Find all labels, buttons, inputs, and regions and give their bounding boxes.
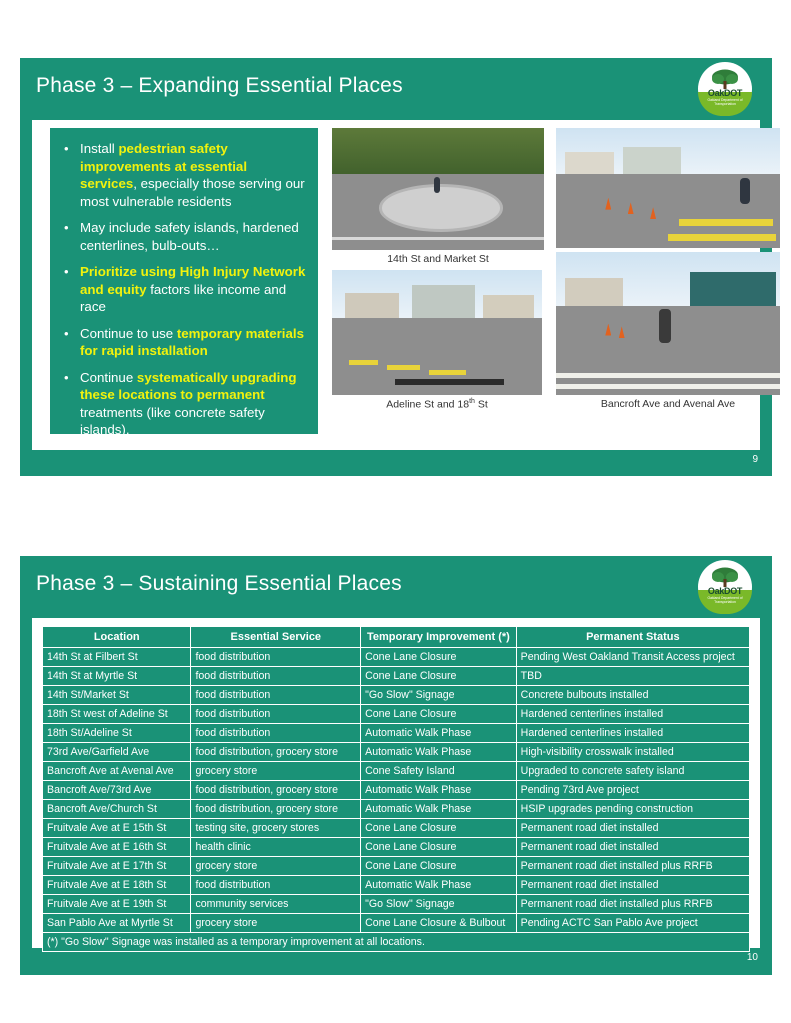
- table-cell-temporary: Cone Lane Closure: [361, 819, 517, 838]
- bullet-phrase: , especially those serving our most vulnerable residents: [80, 176, 305, 209]
- table-cell-location: Fruitvale Ave at E 16th St: [43, 838, 191, 857]
- table-cell-service: food distribution: [191, 705, 361, 724]
- logo-subtitle: Oakland Department of Transportation: [707, 596, 743, 605]
- photo-yellow-marking: [668, 234, 776, 241]
- table-cell-permanent: Permanent road diet installed plus RRFB: [516, 857, 749, 876]
- table-cell-permanent: Concrete bulbouts installed: [516, 686, 749, 705]
- table-cell-permanent: Permanent road diet installed: [516, 838, 749, 857]
- highlighted-phrase: Prioritize using High Injury Network and equity: [80, 264, 306, 297]
- list-item: [56, 369, 306, 439]
- table-footnote: (*) "Go Slow" Signage was installed as a temporary improvement at all locations.: [43, 933, 750, 952]
- slide1-bullet-list: [56, 140, 306, 439]
- table-row: [43, 857, 750, 876]
- slide-phase3-sustaining: [20, 556, 772, 975]
- table-cell-temporary: Cone Lane Closure: [361, 667, 517, 686]
- table-cell-permanent: HSIP upgrades pending construction: [516, 800, 749, 819]
- slide1-footer: [20, 450, 772, 476]
- table-body: [43, 648, 750, 952]
- table-cell-permanent: Pending ACTC San Pablo Ave project: [516, 914, 749, 933]
- table-row: [43, 686, 750, 705]
- table-cell-temporary: Cone Safety Island: [361, 762, 517, 781]
- bullet-text-4: [80, 370, 297, 438]
- bullet-text-3: [80, 326, 304, 359]
- photo-caption-adeline-18th: [332, 398, 542, 411]
- table-cell-permanent: High-visibility crosswalk installed: [516, 743, 749, 762]
- tree-icon: [711, 68, 739, 90]
- logo-subtitle: Oakland Department of Transportation: [707, 98, 743, 107]
- photo-building: [690, 272, 775, 309]
- table-row: [43, 724, 750, 743]
- table-cell-location: Bancroft Ave/73rd Ave: [43, 781, 191, 800]
- oakdot-logo: [698, 62, 758, 116]
- table-row: [43, 914, 750, 933]
- table-cell-service: health clinic: [191, 838, 361, 857]
- bullet-phrase: Continue: [80, 369, 137, 385]
- slide1-bullet-panel: [50, 128, 318, 437]
- table-cell-permanent: Hardened centerlines installed: [516, 705, 749, 724]
- column-header-temporary-improvement: Temporary Improvement (*): [361, 627, 517, 648]
- list-item: [56, 219, 306, 254]
- bullet-phrase: factors like income and race: [80, 281, 287, 314]
- caption-text-post: St: [474, 398, 488, 411]
- photo-yellow-marking: [387, 365, 421, 370]
- bullet-text-1: [80, 220, 299, 253]
- slide-phase3-expanding: [20, 58, 772, 476]
- table-cell-service: food distribution: [191, 724, 361, 743]
- photo-lane-stripe: [332, 237, 544, 240]
- oakdot-logo: [698, 560, 758, 614]
- photo-crosswalk-stripe: [556, 373, 780, 378]
- photo-safety-island: [379, 184, 504, 231]
- column-header-location: Location: [43, 627, 191, 648]
- tree-icon: [711, 566, 739, 588]
- bullet-phrase: May include safety islands, hardened centerlines, bulb-outs…: [80, 220, 299, 253]
- table-cell-service: food distribution: [191, 876, 361, 895]
- table-cell-location: Bancroft Ave/Church St: [43, 800, 191, 819]
- column-header-essential-service: Essential Service: [191, 627, 361, 648]
- table-row: [43, 705, 750, 724]
- table-cell-location: 73rd Ave/Garfield Ave: [43, 743, 191, 762]
- photo-treeline: [332, 128, 544, 179]
- photo-construction-work-zone: [556, 128, 780, 248]
- photo-yellow-marking: [349, 360, 378, 365]
- table-cell-temporary: "Go Slow" Signage: [361, 686, 517, 705]
- table-cell-service: grocery store: [191, 914, 361, 933]
- table-cell-location: Fruitvale Ave at E 17th St: [43, 857, 191, 876]
- table-cell-temporary: Cone Lane Closure & Bulbout: [361, 914, 517, 933]
- slide1-header: [20, 58, 772, 120]
- logo-wordmark: OakDOT: [707, 88, 743, 98]
- table-cell-service: community services: [191, 895, 361, 914]
- table-row: [43, 762, 750, 781]
- table-cell-location: 18th St/Adeline St: [43, 724, 191, 743]
- list-item: [56, 263, 306, 316]
- list-item: [56, 325, 306, 360]
- bullet-text-2: [80, 264, 305, 314]
- table-cell-temporary: Automatic Walk Phase: [361, 724, 517, 743]
- photo-bancroft-and-avenal: [556, 252, 780, 395]
- highlighted-phrase: systematically upgrading these locations to permanent: [80, 369, 297, 402]
- table-cell-service: food distribution, grocery store: [191, 781, 361, 800]
- table-cell-permanent: Upgraded to concrete safety island: [516, 762, 749, 781]
- bullet-phrase: Install: [80, 141, 119, 156]
- table-cell-permanent: Permanent road diet installed plus RRFB: [516, 895, 749, 914]
- table-cell-permanent: Pending 73rd Ave project: [516, 781, 749, 800]
- table-cell-location: Fruitvale Ave at E 19th St: [43, 895, 191, 914]
- table-cell-service: food distribution: [191, 648, 361, 667]
- table-row: [43, 667, 750, 686]
- photo-building: [565, 278, 623, 307]
- table-cell-service: food distribution, grocery store: [191, 800, 361, 819]
- table-cell-service: food distribution: [191, 667, 361, 686]
- column-header-permanent-status: Permanent Status: [516, 627, 749, 648]
- table-row: [43, 743, 750, 762]
- slide2-body: [32, 618, 760, 948]
- table-cell-temporary: Cone Lane Closure: [361, 838, 517, 857]
- table-row: [43, 876, 750, 895]
- table-cell-location: Fruitvale Ave at E 18th St: [43, 876, 191, 895]
- table-cell-location: Bancroft Ave at Avenal Ave: [43, 762, 191, 781]
- table-cell-temporary: Cone Lane Closure: [361, 857, 517, 876]
- photo-caption-bancroft-avenal: Bancroft Ave and Avenal Ave: [600, 398, 736, 410]
- caption-ordinal: th: [469, 398, 475, 405]
- table-row: [43, 648, 750, 667]
- slide2-title: Phase 3 – Sustaining Essential Places: [36, 572, 402, 595]
- table-row: [43, 781, 750, 800]
- photo-speed-hump: [395, 379, 504, 385]
- photo-yellow-marking: [679, 219, 773, 226]
- table-cell-location: Fruitvale Ave at E 15th St: [43, 819, 191, 838]
- table-cell-permanent: Permanent road diet installed: [516, 876, 749, 895]
- table-cell-permanent: TBD: [516, 667, 749, 686]
- photo-14th-and-market: [332, 128, 544, 250]
- table-cell-location: 14th St at Filbert St: [43, 648, 191, 667]
- photo-adeline-and-18th: [332, 270, 542, 395]
- bullet-phrase: Continue to use: [80, 325, 177, 341]
- table-cell-temporary: Automatic Walk Phase: [361, 781, 517, 800]
- bullet-phrase: treatments (like concrete safety islands).: [80, 404, 265, 437]
- table-row: [43, 838, 750, 857]
- table-cell-permanent: Pending West Oakland Transit Access project: [516, 648, 749, 667]
- table-cell-service: grocery store: [191, 857, 361, 876]
- table-cell-service: testing site, grocery stores: [191, 819, 361, 838]
- photo-worker: [740, 178, 750, 204]
- table-cell-location: 18th St west of Adeline St: [43, 705, 191, 724]
- table-cell-service: food distribution, grocery store: [191, 743, 361, 762]
- table-cell-temporary: Cone Lane Closure: [361, 648, 517, 667]
- table-header-row: [43, 627, 750, 648]
- photo-crosswalk-stripe: [556, 384, 780, 389]
- slide2-footer: [20, 948, 772, 974]
- table-cell-service: grocery store: [191, 762, 361, 781]
- slide2-header: [20, 556, 772, 618]
- table-row: [43, 800, 750, 819]
- highlighted-phrase: pedestrian safety improvements at essential services: [80, 141, 248, 191]
- table-cell-location: 14th St/Market St: [43, 686, 191, 705]
- table-cell-temporary: Automatic Walk Phase: [361, 800, 517, 819]
- slide1-title: Phase 3 – Expanding Essential Places: [36, 74, 403, 97]
- photo-pedestrian: [659, 309, 671, 343]
- table-cell-location: San Pablo Ave at Myrtle St: [43, 914, 191, 933]
- highlighted-phrase: temporary materials for rapid installation: [80, 325, 304, 358]
- caption-text-pre: Adeline St and 18: [386, 398, 470, 411]
- essential-places-table: [42, 626, 750, 952]
- table-cell-temporary: Cone Lane Closure: [361, 705, 517, 724]
- table-cell-permanent: Hardened centerlines installed: [516, 724, 749, 743]
- table-head: [43, 627, 750, 648]
- photo-caption-14th-market: 14th St and Market St: [387, 253, 489, 265]
- list-item: [56, 140, 306, 210]
- table-cell-permanent: Permanent road diet installed: [516, 819, 749, 838]
- table-cell-location: 14th St at Myrtle St: [43, 667, 191, 686]
- photo-yellow-marking: [429, 370, 467, 375]
- bullet-text-0: [80, 141, 305, 209]
- table-row: [43, 895, 750, 914]
- page-number: 10: [746, 952, 758, 963]
- logo-wordmark: OakDOT: [707, 586, 743, 596]
- table-cell-temporary: "Go Slow" Signage: [361, 895, 517, 914]
- table-cell-temporary: Automatic Walk Phase: [361, 743, 517, 762]
- photo-person: [434, 177, 440, 193]
- slide1-body: [32, 120, 760, 450]
- page-number: 9: [752, 454, 758, 465]
- table-row: [43, 819, 750, 838]
- table-cell-service: food distribution: [191, 686, 361, 705]
- table-cell-temporary: Automatic Walk Phase: [361, 876, 517, 895]
